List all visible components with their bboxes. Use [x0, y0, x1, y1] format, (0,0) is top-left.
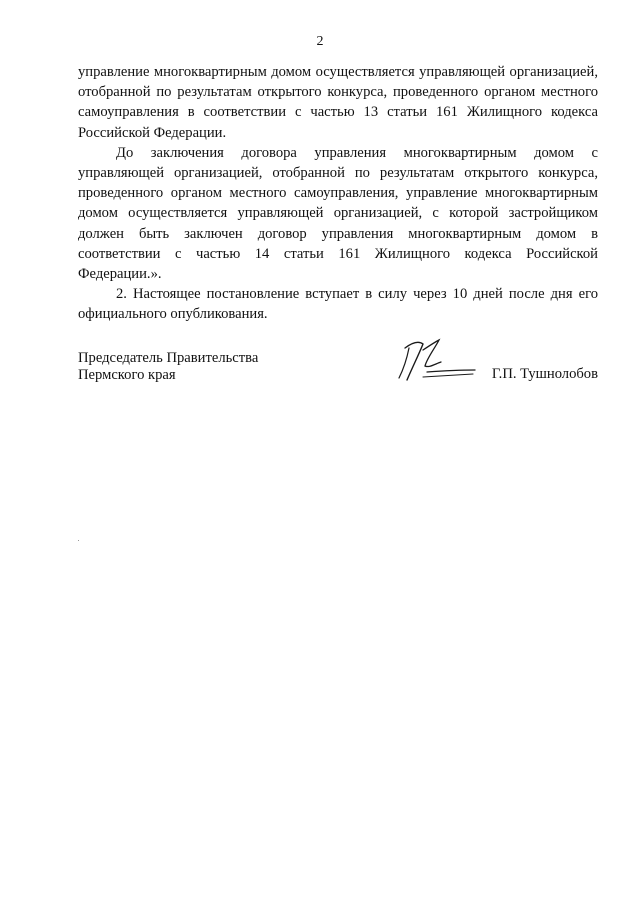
paragraph-before-contract: До заключения договора управления многоквартирным домом с управляющей организацией, отобранной по результатам открытого конкурса, проведенного органом местного самоуправления, управление многоквартирным домом осуществляется управляющей организацией, с которой застройщиком должен быть заключен договор управления многоквартирным домом в соответствии с частью 14 статьи 161 Жилищного кодекса Российской Федерации.».: [78, 144, 598, 283]
handwritten-signature: [383, 328, 483, 388]
page-number: 2: [316, 34, 324, 49]
signatory-name: Г.П. Тушнолобов: [491, 366, 598, 382]
signatory-title: [78, 350, 258, 384]
document-body: [78, 62, 598, 325]
scan-speck: [78, 540, 79, 541]
paragraph-continuation: управление многоквартирным домом осуществляется управляющей организацией, отобранной по результатам открытого конкурса, проведенного органом местного самоуправления в соответствии с частью 13 статьи 161 Жилищного кодекса Российской Федерации.: [78, 64, 598, 141]
paragraph-effective-date: 2. Настоящее постановление вступает в силу через 10 дней после дня его официального опубликования.: [78, 286, 598, 323]
signatory-title-line-1: Председатель Правительства: [78, 350, 259, 366]
signatory-title-line-2: Пермского края: [78, 367, 176, 383]
signature-block: [78, 350, 598, 410]
